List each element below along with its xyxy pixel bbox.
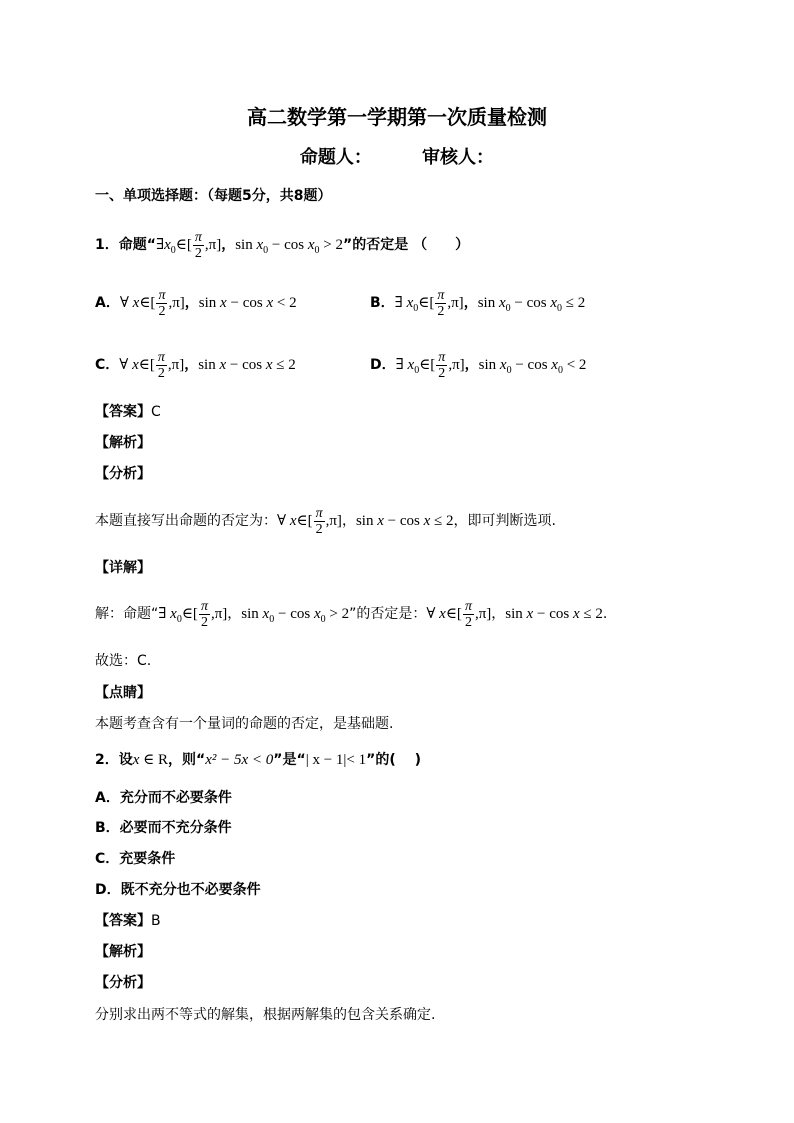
q1-stem: 1．命题“$\exists x_0\in$[ $\frac{\pi}{2}$ ,π]，$\sin x_0 - \cos x_0 > 2$”的否定是 （ ） [95,230,470,262]
q2-answer: 【答案】B [95,913,161,929]
q1-choose-text: 故选：C. [95,653,152,669]
section-heading: 一、单项选择题：（每题5分，共8题） [95,188,332,204]
q1-option-a[interactable]: A．∀ x∈[ $\frac{\pi}{2}$ ,π]，sin x − cos x < 2 [95,288,297,320]
q2-jiexi-label: 【解析】 [95,944,151,960]
q1-comment-text: 本题考查含有一个量词的命题的否定，是基础题. [95,716,394,732]
q1-option-b[interactable]: B．∃ $x_0\in$[ $\frac{\pi}{2}$ ,π]，$\sin x_0 - \cos x_0 \le 2$ [370,288,586,320]
fraction-pi-over-2: $\frac{\pi}{2}$ [194,230,202,262]
q2-stem: 2．设x ∈ R，则“x² − 5x < 0”是“| x − 1|< 1”的( ) [95,752,422,768]
page-title: 高二数学第一学期第一次质量检测 [247,105,547,129]
q2-option-a[interactable]: A．充分而不必要条件 [95,790,232,806]
q2-option-c[interactable]: C．充要条件 [95,851,176,867]
q1-option-c[interactable]: C．∀ x∈[ $\frac{\pi}{2}$ ,π]，sin x − cos x ≤ 2 [95,350,296,382]
q1-dianjing-label: 【点睛】 [95,685,151,701]
q1-analysis-text: 本题直接写出命题的否定为：∀ x∈[ $\frac{\pi}{2}$ ,π]，sin x − cos x ≤ 2，即可判断选项. [95,506,556,538]
q1-fenxi-label: 【分析】 [95,466,151,482]
q1-xiangjie-label: 【详解】 [95,560,151,576]
q2-option-d[interactable]: D．既不充分也不必要条件 [95,882,261,898]
q2-option-b[interactable]: B．必要而不充分条件 [95,820,232,836]
q1-detail-text: 解：命题“∃ $x_0\in$[ $\frac{\pi}{2}$ ,π]，$\sin x_0 - \cos x_0 > 2$”的否定是：∀ x∈[ $\frac{\pi}{2}$ ,π]，sin x − cos x ≤ 2. [95,599,608,631]
q2-analysis-text: 分别求出两不等式的解集，根据两解集的包含关系确定. [95,1007,436,1023]
q2-fenxi-label: 【分析】 [95,975,151,991]
q1-jiexi-label: 【解析】 [95,435,151,451]
q1-answer: 【答案】C [95,404,161,420]
q1-option-d[interactable]: D．∃ $x_0\in$[ $\frac{\pi}{2}$ ,π]，$\sin x_0 - \cos x_0 < 2$ [370,350,587,382]
authors-line: 命题人： 审核人： [299,147,495,168]
